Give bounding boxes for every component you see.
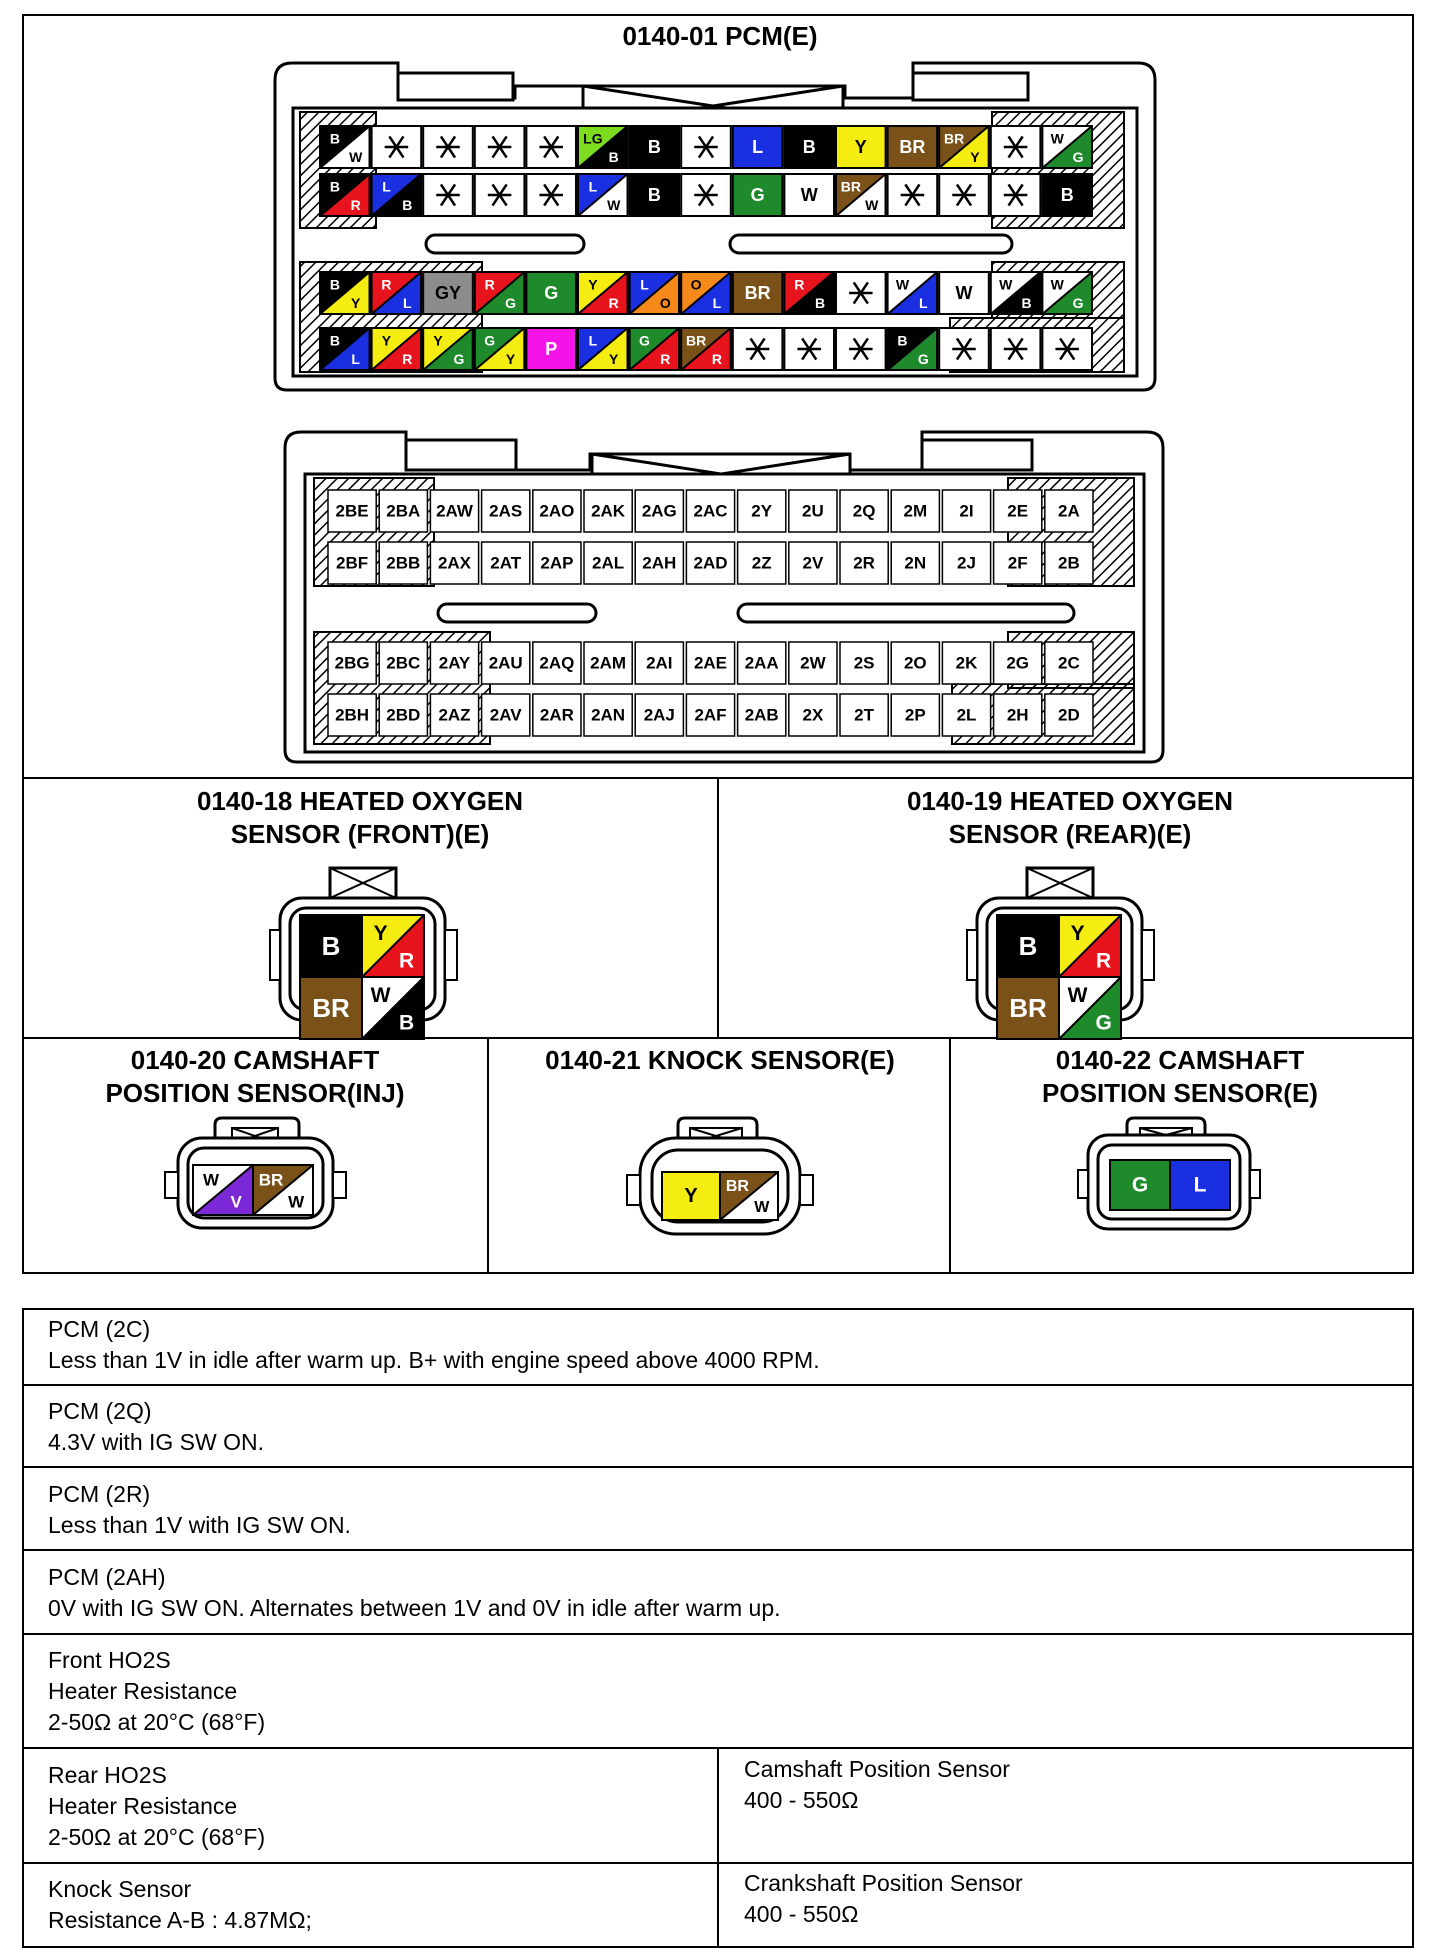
wire-color-label: L <box>403 295 412 312</box>
pin-label: 2AV <box>489 705 522 725</box>
pin-label: 2M <box>903 501 928 521</box>
pin-label: 2BH <box>335 705 370 725</box>
pin-label: 2AS <box>489 501 523 521</box>
wire-color-label: BR <box>899 137 926 157</box>
pin-label: 2AG <box>641 501 677 521</box>
pin-label: 2BF <box>336 553 369 573</box>
wire-color-label: B <box>399 1011 415 1035</box>
wire-color-label: Y <box>588 276 598 293</box>
wire-color-label: L <box>752 137 764 157</box>
wire-color-label: G <box>484 332 496 349</box>
wire-color-label: P <box>545 339 558 359</box>
pin-label: 2I <box>959 501 974 521</box>
spec-pcm-2r: PCM (2R) Less than 1V with IG SW ON. <box>48 1481 351 1538</box>
wire-color-label: G <box>453 351 465 368</box>
pin-label: 2F <box>1007 553 1028 573</box>
spec-pcm-2q: PCM (2Q) 4.3V with IG SW ON. <box>48 1398 264 1455</box>
pin-label: 2V <box>802 553 824 573</box>
wire-color-label: L <box>351 351 360 368</box>
wire-color-label: L <box>588 332 598 349</box>
wire-color-label: Y <box>505 351 516 368</box>
knock-pin <box>720 1172 778 1220</box>
wire-color-label: W <box>754 1199 770 1217</box>
wire-color-label: G <box>1131 1173 1149 1197</box>
wire-color-label: BR <box>1009 993 1047 1023</box>
wire-color-label: BR <box>744 283 771 303</box>
knock-title: 0140-21 KNOCK SENSOR(E) <box>545 1045 895 1075</box>
wire-color-label: G <box>750 185 765 205</box>
wire-color-label: G <box>639 332 650 349</box>
wire-color-label: W <box>999 276 1013 293</box>
wire-color-label: W <box>1067 984 1088 1008</box>
pin-label: 2R <box>853 553 875 573</box>
wire-color-label: B <box>329 130 340 147</box>
spec-front-ho2s: Front HO2S Heater Resistance 2-50Ω at 20°C (68°F) <box>48 1647 266 1735</box>
pin-label: 2AU <box>488 653 523 673</box>
wire-color-label: R <box>1096 949 1112 973</box>
pin-label: 2AE <box>693 653 728 673</box>
wire-color-label: R <box>381 276 392 293</box>
wire-color-label: Y <box>609 351 619 368</box>
ho2s-front-pin <box>300 915 362 977</box>
wire-color-label: L <box>640 276 649 293</box>
wire-color-label: B <box>329 332 340 349</box>
wire-color-label: W <box>607 197 621 214</box>
wire-color-label: BR <box>943 130 965 147</box>
wire-color-label: B <box>1021 295 1032 312</box>
spec-camshaft: Camshaft Position Sensor 400 - 550Ω <box>744 1756 1010 1813</box>
pin-label: 2AB <box>744 705 779 725</box>
wire-color-label: Y <box>970 149 980 166</box>
cmp-e-title: 0140-22 CAMSHAFT POSITION SENSOR(E) <box>1042 1045 1318 1108</box>
wire-color-label: Y <box>684 1185 698 1207</box>
wire-color-label: W <box>349 149 363 166</box>
pin-label: 2AX <box>437 553 472 573</box>
wire-color-label: L <box>588 178 598 195</box>
pin-label: 2AF <box>694 705 727 725</box>
knock-pin <box>662 1172 720 1220</box>
wire-color-label: V <box>230 1192 242 1212</box>
wire-color-label: R <box>350 197 361 214</box>
wire-color-label: W <box>865 197 879 214</box>
pin-label: 2U <box>802 501 824 521</box>
cmp-e-pin <box>1170 1160 1230 1210</box>
cmp-e-pin <box>1110 1160 1170 1210</box>
ho2s-rear-pin <box>997 977 1059 1039</box>
pin-label: 2Z <box>751 553 772 573</box>
wire-color-label: O <box>690 276 702 293</box>
spec-pcm-2ah: PCM (2AH) 0V with IG SW ON. Alternates between 1V and 0V in idle after warm up. <box>48 1564 781 1621</box>
wire-color-label: L <box>712 295 722 312</box>
wire-color-label: G <box>1072 149 1084 166</box>
wire-color-label: G <box>1072 295 1084 312</box>
pin-label: 2AQ <box>539 653 575 673</box>
divider <box>717 1747 719 1947</box>
pin-label: 2AT <box>490 553 522 573</box>
pin-label: 2T <box>854 705 875 725</box>
pin-label: 2AJ <box>643 705 675 725</box>
pin-label: 2AL <box>592 553 625 573</box>
ho2s-front-pin <box>300 977 362 1039</box>
wire-color-label: Y <box>373 922 388 946</box>
wire-color-label: B <box>329 178 340 195</box>
pin-label: 2AR <box>539 705 574 725</box>
pin-label: 2AK <box>591 501 626 521</box>
wire-color-label: R <box>484 276 495 293</box>
wire-color-label: W <box>288 1192 305 1212</box>
pin-label: 2AW <box>436 501 473 521</box>
wire-color-label: G <box>917 351 929 368</box>
wire-color-label: B <box>647 137 661 157</box>
wire-color-label: R <box>402 351 413 368</box>
pin-label: 2A <box>1058 501 1080 521</box>
cmp-inj-title: 0140-20 CAMSHAFT POSITION SENSOR(INJ) <box>105 1045 405 1108</box>
wire-color-label: B <box>608 149 619 166</box>
wire-color-label: BR <box>312 993 350 1023</box>
pin-label: 2AD <box>693 553 728 573</box>
wire-color-label: B <box>1018 931 1038 961</box>
divider <box>22 1466 1414 1468</box>
wire-color-label: L <box>382 178 391 195</box>
pin-label: 2BD <box>386 705 421 725</box>
wire-color-label: B <box>897 332 908 349</box>
pin-label: 2S <box>853 653 875 673</box>
wire-color-label: B <box>329 276 340 293</box>
pin-label: 2AZ <box>438 705 471 725</box>
wire-color-label: G <box>1095 1011 1112 1035</box>
pin-label: 2AY <box>438 653 471 673</box>
pin-label: 2BG <box>334 653 370 673</box>
divider <box>22 1549 1414 1551</box>
divider <box>22 1384 1414 1386</box>
pin-label: 2AP <box>540 553 574 573</box>
ho2s-rear-title: 0140-19 HEATED OXYGEN SENSOR (REAR)(E) <box>906 786 1234 849</box>
pin-label: 2J <box>957 553 976 573</box>
pin-label: 2L <box>956 705 977 725</box>
wire-color-label: Y <box>381 332 392 349</box>
pin-label: 2O <box>903 653 927 673</box>
spec-crankshaft: Crankshaft Position Sensor 400 - 550Ω <box>744 1870 1023 1927</box>
wire-color-label: GY <box>434 283 462 303</box>
wire-color-label: R <box>794 276 805 293</box>
spec-pcm-2c: PCM (2C) Less than 1V in idle after warm up. B+ with engine speed above 4000 RPM. <box>48 1316 820 1373</box>
pin-label: 2AO <box>539 501 575 521</box>
wire-color-label: B <box>402 197 413 214</box>
pin-label: 2BA <box>386 501 421 521</box>
cmp-inj-pin <box>253 1165 313 1215</box>
pin-label: 2D <box>1058 705 1080 725</box>
ho2s-rear-pin <box>997 915 1059 977</box>
pcm-title: 0140-01 PCM(E) <box>622 21 818 51</box>
wire-color-label: G <box>505 295 516 312</box>
wire-color-label: R <box>399 949 415 973</box>
pin-label: 2K <box>955 653 978 673</box>
wire-color-label: B <box>802 137 816 157</box>
wire-color-label: W <box>955 283 973 303</box>
cmp-inj-pin <box>193 1165 253 1215</box>
wire-color-label: B <box>1060 185 1074 205</box>
wire-color-label: BR <box>840 178 861 195</box>
pin-label: 2AI <box>646 653 673 673</box>
pin-label: 2E <box>1007 501 1029 521</box>
wire-color-label: G <box>544 283 559 303</box>
pin-label: 2AC <box>693 501 728 521</box>
pin-label: 2C <box>1058 653 1080 673</box>
ho2s-front-title: 0140-18 HEATED OXYGEN SENSOR (FRONT)(E) <box>196 786 524 849</box>
wire-color-label: W <box>1050 130 1064 147</box>
pin-label: 2Q <box>852 501 876 521</box>
wire-color-label: R <box>711 351 722 368</box>
wire-color-label: W <box>202 1170 220 1190</box>
wire-color-label: Y <box>433 332 443 349</box>
pin-label: 2H <box>1006 705 1029 725</box>
wire-color-label: Y <box>351 295 361 312</box>
pin-label: 2BC <box>386 653 421 673</box>
wire-color-label: B <box>321 931 341 961</box>
wire-color-label: BR <box>258 1170 284 1190</box>
wire-color-label: Y <box>854 137 867 157</box>
pin-label: 2BB <box>386 553 421 573</box>
pin-label: 2W <box>800 653 826 673</box>
ho2s-rear-pin <box>1059 915 1121 977</box>
spec-knock: Knock Sensor Resistance A-B : 4.87MΩ; <box>48 1876 312 1933</box>
wire-color-label: BR <box>685 332 707 349</box>
wire-color-label: R <box>608 295 619 312</box>
pin-label: 2X <box>802 705 824 725</box>
pin-label: 2P <box>904 705 926 725</box>
ho2s-front-pin <box>362 915 424 977</box>
pin-label: 2B <box>1058 553 1080 573</box>
wire-color-label: Y <box>1070 922 1085 946</box>
wire-color-label: BR <box>725 1177 749 1195</box>
wire-color-label: L <box>1193 1173 1207 1197</box>
wire-color-label: W <box>895 276 910 293</box>
wire-color-label: O <box>659 295 671 312</box>
pin-label: 2AA <box>744 653 779 673</box>
divider <box>22 1633 1414 1635</box>
pin-label: 2N <box>904 553 927 573</box>
wire-color-label: LG <box>583 130 603 147</box>
wire-color-label: L <box>919 295 928 312</box>
wire-color-label: R <box>660 351 671 368</box>
wire-color-label: W <box>370 984 391 1008</box>
pin-label: 2BE <box>335 501 369 521</box>
wire-color-label: B <box>815 295 826 312</box>
wire-color-label: W <box>1050 276 1064 293</box>
ho2s-front-pin <box>362 977 424 1039</box>
wire-color-label: W <box>800 185 818 205</box>
pin-label: 2AH <box>642 553 677 573</box>
ho2s-rear-pin <box>1059 977 1121 1039</box>
pin-label: 2AN <box>591 705 626 725</box>
wire-color-label: B <box>647 185 661 205</box>
pin-label: 2AM <box>590 653 627 673</box>
spec-rear-ho2s: Rear HO2S Heater Resistance 2-50Ω at 20°C (68°F) <box>48 1762 266 1850</box>
pin-label: 2G <box>1006 653 1030 673</box>
pin-label: 2Y <box>751 501 773 521</box>
